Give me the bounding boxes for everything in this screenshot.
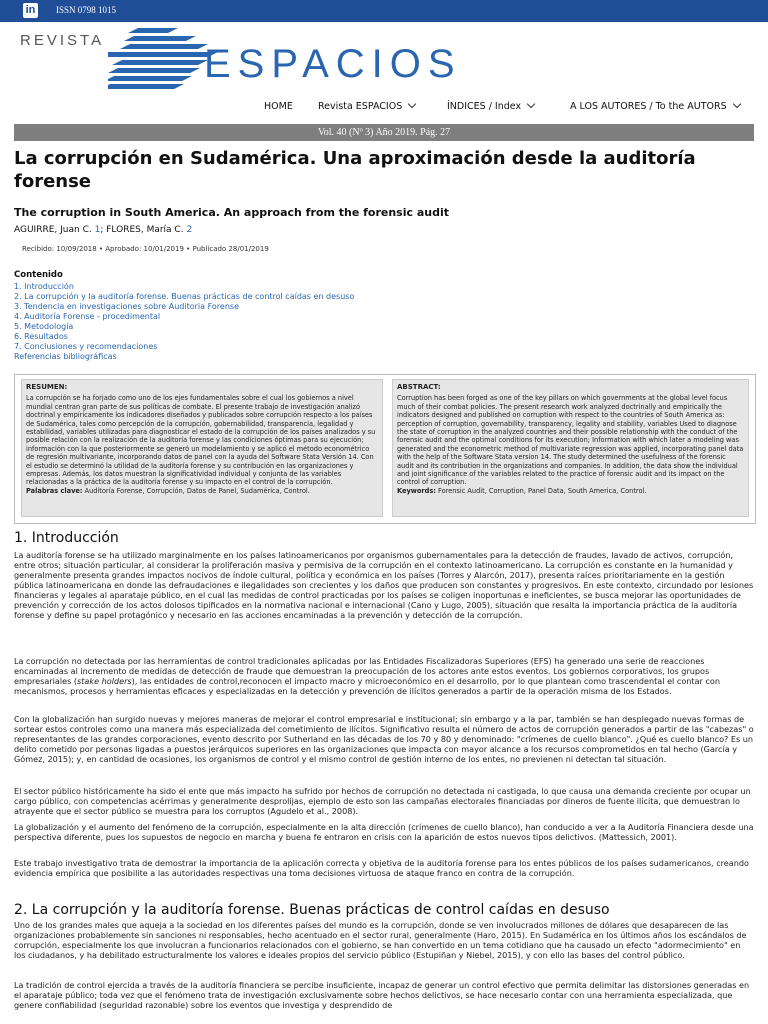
table-of-contents	[14, 270, 354, 362]
keywords-value: Forensic Audit, Corruption, Panel Data, South America, Control.	[438, 486, 647, 495]
keywords-label: Keywords:	[397, 486, 436, 495]
toc-link[interactable]: 3. Tendencia en investigaciones sobre Auditoria Forense	[14, 302, 239, 311]
resumen-heading: RESUMEN:	[26, 383, 68, 391]
toc-link[interactable]: 2. La corrupción y la auditoría forense. Buenas prácticas de control caídas en desuso	[14, 292, 355, 301]
abstract-keywords	[397, 487, 744, 495]
abstract-container	[14, 374, 756, 524]
paragraph: Uno de los grandes males que aqueja a la sociedad en los diferentes países del mundo es la corrupción, donde se ven involucrados millones de dólares que desaparecen de las organizaciones probablemente sin sanciones ni responsables, hecho acentuado en el sector rural, generalmente (Haro, 2015). En Sudamérica en los últimos años los escándalos de corrupción, especialmente los que involucran a funcionarios relacionados con el gobierno, se han convertido en un tema cotidiano que ha causado un efecto "adormecimiento" en los ciudadanos, y ha debilitado estructuralmente los valores e ideales propios del servicio público (Estupiñan y Niebel, 2015), y con ello las bases del control público.	[14, 920, 747, 960]
paragraph: Este trabajo investigativo trata de demostrar la importancia de la aplicación correcta y objetiva de la auditoría forense para los entes públicos de los países sudamericanos, creando evidencia empírica que posibilite a las autoridades respectivas una toma decisiones virtuosa de ataque franco en contra de la corrupción.	[14, 858, 749, 878]
paragraph: Con la globalización han surgido nuevas y mejores maneras de mejorar el control empresarial e institucional; sin embargo y a la par, también se han desplegado nuevas formas de sortear estos controles como una manera más especializada del cometimiento de ilícitos. Significativo resulta el número de actos de corrupción generados a partir de las "cabezas" o representantes de las grandes corporaciones, evento descrito por Sutherland en las décadas de los 70 y 80 y denominado: "crímenes de cuello blanco". ¿Qué es cuello blanco? Es un delito cometido por personas ligadas a puestos jerárquicos superiores en las organizaciones que impacta con mayor alcance a los recursos comprometidos en tal hecho (García y Gómez, 2015); y, en cantidad de ocasiones, los organismos de control y el mismo control de gestión interno de los entes, no previenen ni detectan tal situación.	[14, 714, 754, 764]
paragraph: La tradición de control ejercida a través de la auditoría financiera se percibe insuficiente, incapaz de generar un control efectivo que permita delimitar las distorsiones generadas en el aparataje público; toda vez que el fenómeno trata de investigación exclusivamente sobre hechos delictivos, se hace necesario contar con una herramienta especializada, que genere confiabilidad (seguridad razonable) sobre los eventos que investiga y desprendido de	[14, 980, 750, 1010]
author-footnote-link[interactable]: 1	[94, 225, 101, 235]
section-heading: 2. La corrupción y la auditoría forense. Buenas prácticas de control caídas en desuso	[14, 902, 610, 918]
section-heading: 1. Introducción	[14, 530, 119, 546]
nav-revista-label: Revista ESPACIOS	[318, 101, 403, 112]
author-footnote-link[interactable]: 2	[186, 225, 193, 235]
linkedin-icon[interactable]: in	[23, 3, 38, 18]
toc-link[interactable]: 7. Conclusiones y recomendaciones	[14, 342, 158, 351]
top-bar	[0, 0, 768, 22]
logo-revista-text: REVISTA	[20, 32, 105, 49]
author-name: FLORES, María C.	[106, 225, 184, 235]
chevron-down-icon	[408, 100, 416, 108]
toc-link[interactable]: 5. Metodología	[14, 322, 74, 331]
article-subtitle: The corruption in South America. An approach from the forensic audit	[14, 206, 449, 219]
paragraph-text: La corrupción no detectada por las herramientas de control tradicionales aplicadas por las Entidades Fiscalizadoras Superiores (EFS) ha generado una serie de reacciones encaminadas al incremento de medidas de detección de fraude que demuestran la preocupación de los actores ante estos eventos. Los gobiernos corporativos, los grupos empresariales (	[14, 656, 710, 686]
chevron-down-icon	[732, 100, 740, 108]
resumen-keywords	[26, 487, 378, 495]
logo-espacios-text: ESPACIOS	[204, 42, 462, 86]
paragraph-italic: stake holders	[77, 676, 132, 686]
paragraph: La auditoría forense se ha utilizado marginalmente en los países latinoamericanos por organismos gubernamentales para la detección de fraudes, lavado de activos, corrupción, entre otros; situación particular, al considerar la proliferación masiva y permisiva de la corrupción en el contexto latinoamericano. La corrupción es constante en la humanidad y generalmente presenta grandes impactos nocivos de índole cultural, política y económica en los países (Torres y Alarcón, 2017), presenta raíces prioritariamente en la gestión pública latinoamericana en donde las defraudaciones e ilegalidades son crecientes y los daños que producen son constantes y progresivos. En este contexto, circundado por lesiones financieras y legales al aparataje público, en el cual las medidas de control practicadas por los países se coligen inoportunas e ineficientes, se busca mejorar las oportunidades de prevención y corrección de los actos dolosos tipificados en la normativa nacional e internacional (Cano y Lugo, 2005), situación que resalta la importancia práctica de la auditoría forense y define su papel protagónico y necesario en las acciones encaminadas a la prevención y detección de la corrupción.	[14, 550, 754, 620]
nav-indices-label: ÍNDICES / Index	[447, 101, 522, 112]
authors-line: AGUIRRE, Juan C. 1; FLORES, María C. 2	[14, 225, 193, 235]
volume-bar: Vol. 40 (Nº 3) Año 2019. Pág. 27	[14, 124, 754, 141]
toc-heading: Contenido	[14, 270, 63, 280]
resumen-text: La corrupción se ha forjado como uno de los ejes fundamentales sobre el cual los gobiernos a nivel mundial centran gran parte de sus políticas de combate. El presente trabajo de investigación analizó doctrinal y empíricamente los indicadores diseñados y publicados sobre corrupción respecto a los países de Sudamérica, tales como percepción de la corrupción, gobernabilidad, transparencia, legalidad y estabilidad, variables utilizadas para diagnosticar el estado de la corrupción de los países analizados y su posible relación con la realización de la auditoría forense y las condiciones óptimas para su ejecución; información con la que posteriormente se generó un modelamiento y se aplicó el método econométrico de regresión multivariante, incorporando datos de panel con la ayuda del Software Stata Versión 14. Con el estudio se determinó la utilidad de la auditoría forense y su contribución en las organizaciones y empresas. Además, los datos muestran la significatividad individual y conjunta de las variables relacionadas a la práctica de la auditoría forense y su impacto en el control de la corrupción.	[26, 394, 376, 487]
toc-link[interactable]: Referencias bibliográficas	[14, 352, 117, 361]
revista-espacios-logo[interactable]	[18, 26, 488, 96]
toc-link[interactable]: 4. Auditoría Forense - procedimental	[14, 312, 161, 321]
resumen-box	[21, 379, 383, 517]
issn-label: ISSN 0798 1015	[56, 5, 117, 15]
abstract-box	[392, 379, 749, 517]
keywords-label: Palabras clave:	[26, 486, 83, 495]
toc-link[interactable]: 6. Resultados	[14, 332, 68, 341]
abstract-text: Corruption has been forged as one of the key pillars on which governments at the global level focus much of their combat policies. The present research work analyzed doctrinally and empirically the indicators designed and published on corruption with respect to the countries of South America as: perception of corruption, governability, transparency, legality and stability, variables Used to diagnose the state of corruption in the analyzed countries and their possible relationship with the conduct of the forensic audit and the optimal conditions for its execution; Information with which later a modeling was generated and the econometric method of multivariate regression was applied, incorporating panel data with the help of the Software Stata version 14. The study determined the usefulness of the forensic audit and its contribution in the organizations and companies. In addition, the data show the individual and joint significance of the variables related to the practice of forensic audit and its impact on the control of corruption.	[397, 394, 744, 487]
publication-dates: Recibido: 10/09/2018 • Aprobado: 10/01/2019 • Publicado 28/01/2019	[22, 245, 269, 253]
chevron-down-icon	[527, 100, 535, 108]
paragraph	[14, 656, 754, 696]
paragraph-text: ), las entidades de control,reconocen el impacto macro y microeconómico en el desarrollo, por lo que plantean como trascendental el contar con mecanismos, procesos y herramientas eficaces y especializadas en la detección y prevención de ilícitos generados a partir de la operación misma de los Estados.	[14, 676, 720, 696]
nav-autores-label: A LOS AUTORES / To the AUTORS	[570, 101, 727, 112]
main-nav	[0, 101, 768, 117]
nav-home[interactable]: HOME	[264, 101, 293, 112]
abstract-heading: ABSTRACT:	[397, 383, 441, 391]
nav-revista[interactable]	[318, 101, 415, 112]
author-name: AGUIRRE, Juan C.	[14, 225, 92, 235]
nav-indices[interactable]	[447, 101, 534, 112]
keywords-value: Auditoría Forense, Corrupción, Datos de Panel, Sudamérica, Control.	[84, 486, 310, 495]
paragraph: El sector público históricamente ha sido el ente que más impacto ha sufrido por hechos de corrupción no detectada ni castigada, lo que causa una demanda creciente por ocupar un cargo público, con competencias acérrimas y generalmente desprolijas, ejemplo de esto son las campañas electorales financiadas por dineros de fuente ilícita, que demuestran lo atrayente que el sector público se muestra para los corruptos (Agudelo et al., 2008).	[14, 786, 751, 816]
nav-autores[interactable]	[570, 101, 740, 112]
paragraph: La globalización y el aumento del fenómeno de la corrupción, especialmente en la alta dirección (crímenes de cuello blanco), han conducido a ver a la Auditoría Financiera desde una perspectiva diferente, pues los supuestos de negocio en marcha y buena fe entraron en crisis con la aparición de estos nuevos tipos delictivos. (Mattessich, 2001).	[14, 822, 754, 842]
article-title: La corrupción en Sudamérica. Una aproximación desde la auditoría forense	[14, 148, 696, 192]
toc-link[interactable]: 1. Introducción	[14, 282, 74, 291]
